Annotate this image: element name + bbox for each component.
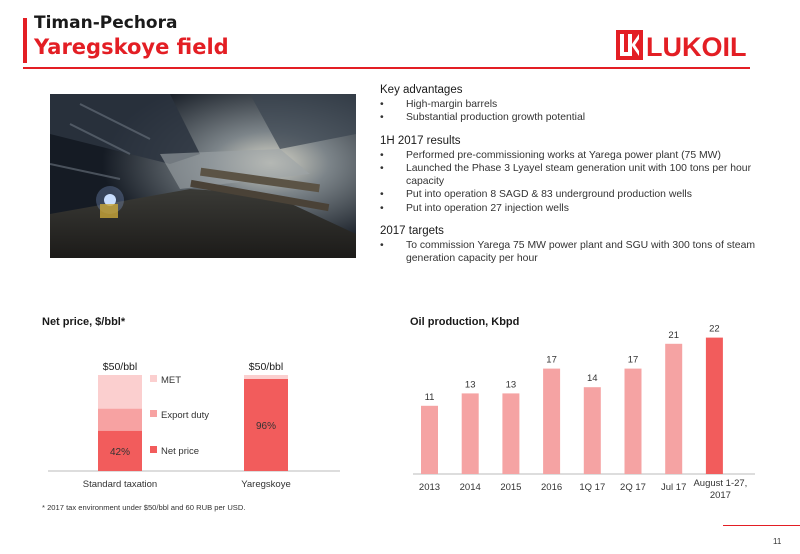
key-advantages-heading: Key advantages [380,84,463,96]
logo-wordmark: LUKOIL [646,32,747,62]
category-label: Yaregskoye [241,479,291,490]
legend-swatch [150,410,157,417]
oil-production-chart-title: Oil production, Kbpd [410,316,520,328]
region-title: Timan-Pechora [34,13,178,33]
net-price-chart [40,345,360,495]
key-advantages-list [380,98,760,125]
targets-list [380,239,760,266]
data-label: 42% [109,446,131,458]
category-label: 2Q 17 [620,482,646,493]
targets-heading: 2017 targets [380,225,444,238]
category-label: 2014 [459,482,481,493]
legend-swatch [150,446,157,453]
legend-swatch [150,375,157,382]
results-list [380,149,760,215]
production-bar [625,369,642,474]
total-label: $50/bbl [248,361,284,373]
oil-production-chart [405,318,765,508]
page-title: Yaregskoye field [34,35,229,59]
list-item: • Put into operation 8 SAGD & 83 underground production wells [380,188,760,201]
production-bar [543,369,560,474]
bar-segment [244,375,288,379]
production-bar [665,344,682,474]
category-label: Standard taxation [82,479,158,490]
list-item: • To commission Yarega 75 MW power plant and SGU with 300 tons of steam generation capacity per hour [380,239,760,266]
category-label: 2015 [500,482,522,493]
list-item: • Substantial production growth potential [380,111,760,124]
legend-label: Net price [161,446,200,457]
total-label: $50/bbl [102,361,138,373]
legend-label: Export duty [161,410,210,421]
list-item: • High-margin barrels [380,98,760,111]
category-label: August 1-27, [693,478,748,489]
page-number: 11 [773,537,782,546]
category-label: Jul 17 [661,482,687,493]
category-label: 2016 [541,482,563,493]
data-label: 17 [546,354,557,366]
mine-tunnel-photo [50,94,356,258]
lukoil-logo [616,28,751,62]
header-accent-bar [23,18,27,63]
data-label: 14 [587,373,598,385]
bar-segment [98,375,142,409]
production-bar [462,393,479,474]
header-divider [23,67,750,69]
production-bar [706,338,723,474]
production-bar [502,393,519,474]
data-label: 21 [668,329,679,341]
bar-segment [98,409,142,431]
data-label: 22 [709,323,720,335]
data-label: 17 [627,354,639,366]
legend-label: MET [161,375,182,386]
data-label: 13 [464,379,476,391]
category-label: 2017 [709,490,731,501]
list-item: • Put into operation 27 injection wells [380,202,760,215]
key-points-panel [380,84,760,276]
list-item: • Launched the Phase 3 Lyayel steam generation unit with 100 tons per hour capacity [380,162,760,189]
production-bar [584,387,601,474]
data-label: 13 [505,379,517,391]
footer-divider [723,525,800,526]
category-label: 2013 [418,482,441,493]
data-label: 96% [255,420,277,432]
category-label: 1Q 17 [579,482,606,493]
data-label: 11 [424,391,435,403]
footnote: * 2017 tax environment under $50/bbl and 60 RUB per USD. [42,503,246,512]
production-bar [421,406,438,474]
results-heading: 1H 2017 results [380,134,461,147]
list-item: • Performed pre-commissioning works at Yarega power plant (75 MW) [380,149,760,162]
net-price-chart-title: Net price, $/bbl* [42,316,126,328]
